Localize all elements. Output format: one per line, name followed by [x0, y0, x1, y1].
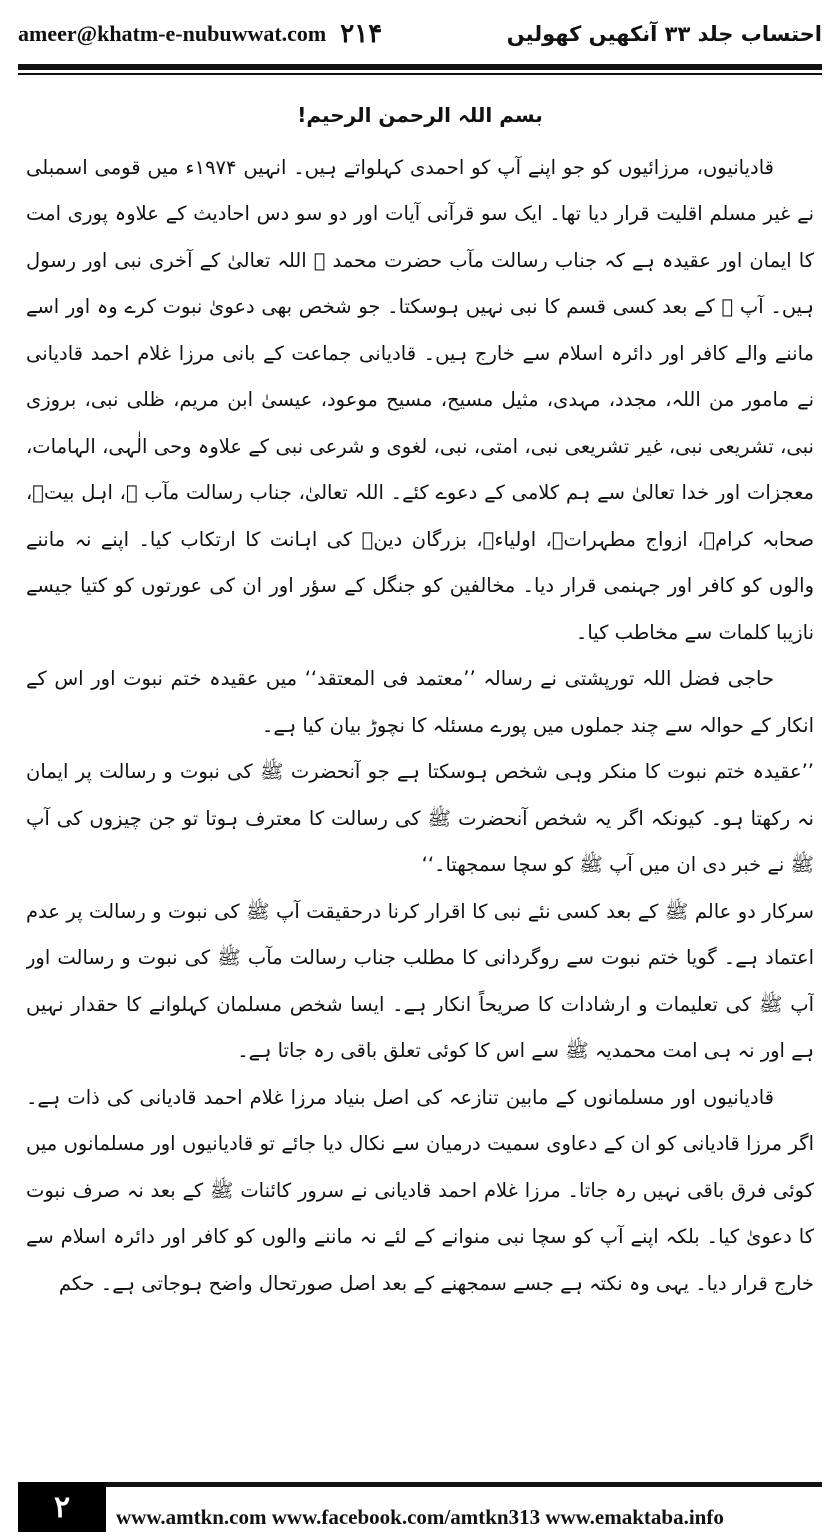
bismillah-heading: بسم اللہ الرحمن الرحیم! [297, 103, 543, 127]
footer-links[interactable]: www.amtkn.com www.facebook.com/amtkn313 www.emaktaba.info [116, 1505, 724, 1529]
body-paragraph-1: قادیانیوں، مرزائیوں کو جو اپنے آپ کو احمدی کہلواتے ہیں۔ انہیں ۱۹۷۴ء میں قومی اسمبلی نے غیر مسلم اقلیت قرار دیا تھا۔ ایک سو قرآنی آیات اور دو سو دس احادیث کے علاوہ پوری امت کا ایمان اور عقیدہ ہے کہ جناب رسالت مآب حضرت محمد ﷺ اللہ تعالیٰ کے آخری نبی اور رسول ہیں۔ آپ ﷺ کے بعد کسی قسم کا نبی نہیں ہوسکتا۔ جو شخص بھی دعویٰ نبوت کرے وہ اور اسے ماننے والے کافر اور دائرہ اسلام سے خارج ہیں۔ قادیانی جماعت کے بانی مرزا غلام احمد قادیانی نے مامور من اللہ، مجدد، مہدی، مثیل مسیح، مسیح موعود، عیسیٰ ابن مریم، ظلی نبی، بروزی نبی، تشریعی نبی، غیر تشریعی نبی، امتی، نبی، لغوی و شرعی نبی کے علاوہ وحی الٰہی، الہامات، معجزات اور خدا تعالیٰ سے ہم کلامی کے دعوے کئے۔ اللہ تعالیٰ، جناب رسالت مآب ﷺ، اہل بیتؓ، صحابہ کرامؓ، ازواج مطہراتؓ، اولیاءؒ، بزرگان دینؒ کی اہانت کا ارتکاب کیا۔ اپنے نہ ماننے والوں کو کافر اور جہنمی قرار دیا۔ مخالفین کو جنگل کے سؤر اور ان کی عورتوں کو کتیا جیسے نازیبا کلمات سے مخاطب کیا۔ [26, 155, 814, 644]
header-rule-thin [18, 73, 822, 75]
page-header [18, 14, 822, 54]
page-body [26, 92, 814, 1440]
footer-page-number: ۲ [18, 1482, 106, 1532]
header-book-title: احتساب جلد ۳۳ آنکھیں کھولیں [506, 22, 822, 46]
header-left [18, 19, 382, 49]
footer-rule [106, 1482, 822, 1487]
body-paragraph-2: حاجی فضل اللہ تورپشتی نے رسالہ ’’معتمد فی المعتقد‘‘ میں عقیدہ ختم نبوت اور اس کے انکار کے حوالہ سے چند جملوں میں پورے مسئلہ کا نچوڑ بیان کیا ہے۔ [26, 667, 814, 737]
body-paragraph-4: سرکار دو عالم ﷺ کے بعد کسی نئے نبی کا اقرار کرنا درحقیقت آپ ﷺ کی نبوت و رسالت پر عدم اعتماد ہے۔ گویا ختم نبوت سے روگردانی کا مطلب جناب رسالت مآب ﷺ کی نبوت و رسالت اور آپ ﷺ کی تعلیمات و ارشادات کا صریحاً انکار ہے۔ ایسا شخص مسلمان کہلوانے کا حقدار نہیں ہے اور نہ ہی امت محمدیہ ﷺ سے اس کا کوئی تعلق باقی رہ جاتا ہے۔ [26, 899, 814, 1062]
body-paragraph-5: قادیانیوں اور مسلمانوں کے مابین تنازعہ کی اصل بنیاد مرزا غلام احمد قادیانی کی ذات ہے۔ اگر مرزا قادیانی کو ان کے دعاوی سمیت درمیان سے نکال دیا جائے تو قادیانیوں اور مسلمانوں میں کوئی فرق باقی نہیں رہ جاتا۔ مرزا غلام احمد قادیانی نے سرور کائنات ﷺ کے بعد نہ صرف نبوت کا دعویٰ کیا۔ بلکہ اپنے آپ کو سچا نبی منوانے کے لئے نہ ماننے والوں کو کافر اور دائرہ اسلام سے خارج قرار دیا۔ یہی وہ نکتہ ہے جسے سمجھنے کے بعد اصل صورتحال واضح ہوجاتی ہے۔ حکم [26, 1085, 814, 1295]
body-quote-paragraph: ’’عقیدہ ختم نبوت کا منکر وہی شخص ہوسکتا ہے جو آنحضرت ﷺ کی نبوت و رسالت پر ایمان نہ رکھتا ہو۔ کیونکہ اگر یہ شخص آنحضرت ﷺ کی رسالت کا معترف ہوتا تو جن چیزوں کی آپ ﷺ نے خبر دی ان میں آپ ﷺ کو سچا سمجھتا۔‘‘ [26, 760, 814, 876]
footer-links-area [106, 1482, 822, 1532]
header-rule-thick [18, 64, 822, 70]
header-email[interactable]: ameer@khatm-e-nubuwwat.com [18, 21, 327, 46]
header-page-number: ۲۱۴ [340, 19, 383, 49]
page-footer [18, 1472, 822, 1532]
